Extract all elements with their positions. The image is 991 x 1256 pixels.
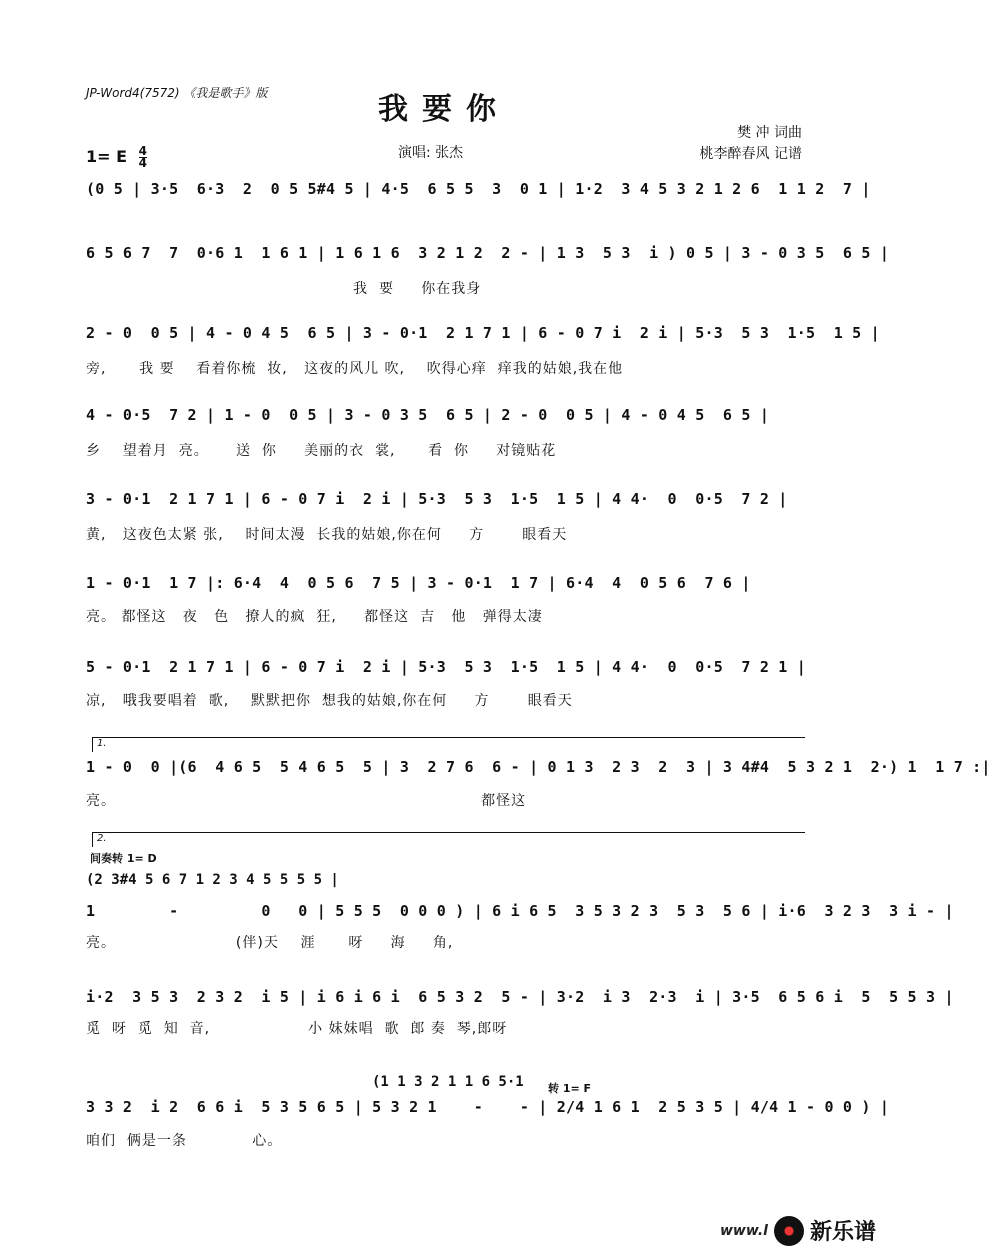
notation-line: 5 - 0·1 2 1 7 1 | 6 - 0 7 i 2 i | 5·3 5 3 1·5 1 5 | 4 4· 0 0·5 7 2 1 |	[86, 658, 806, 676]
watermark-logo[interactable]	[720, 1215, 876, 1246]
notation-line: 2 - 0 0 5 | 4 - 0 4 5 6 5 | 3 - 0·1 2 1 7 1 | 6 - 0 7 i 2 i | 5·3 5 3 1·5 1 5 |	[86, 324, 880, 342]
interlude-notes: (2 3#4 5 6 7 1 2 3 4 5 5 5 5 |	[86, 872, 339, 888]
lyrics-line: 黄, 这夜色太紧 张, 时间太漫 长我的姑娘,你在何 方 眼看天	[86, 527, 568, 543]
lyrics-line: 我 要 你在我身	[86, 281, 482, 297]
volta-label: 1.	[97, 738, 107, 749]
notation-line: 4 - 0·5 7 2 | 1 - 0 0 5 | 3 - 0 3 5 6 5 | 2 - 0 0 5 | 4 - 0 4 5 6 5 |	[86, 406, 770, 424]
watermark-brand: 新乐谱	[809, 1220, 876, 1245]
time-signature	[139, 146, 147, 169]
lyrics-line: 凉, 哦我要唱着 歌, 默默把你 想我的姑娘,你在何 方 眼看天	[86, 693, 573, 709]
notation-line: 1 - 0·1 1 7 |: 6·4 4 0 5 6 7 5 | 3 - 0·1 1 7 | 6·4 4 0 5 6 7 6 |	[86, 574, 751, 592]
lyrics-line: 咱们 俩是一条 心。	[86, 1133, 283, 1149]
cue-notes: (1 1 3 2 1 1 6 5·1	[372, 1074, 524, 1090]
key-text: 1= E	[86, 147, 128, 166]
lyrics-line: 觅 呀 觅 知 音, 小 妹妹唱 歌 郎 奏 琴,郎呀	[86, 1021, 508, 1037]
second-ending-bracket	[92, 832, 805, 847]
notation-line: 6 5 6 7 7 0·6 1 1 6 1 | 1 6 1 6 3 2 1 2 2 - | 1 3 5 3 i ) 0 5 | 3 - 0 3 5 6 5 |	[86, 244, 890, 262]
interlude-key-change: 间奏转 1= D	[90, 852, 157, 865]
lyrics-line: 亮。 都怪这	[86, 793, 527, 809]
time-top: 4	[138, 144, 147, 158]
notation-line: 3 - 0·1 2 1 7 1 | 6 - 0 7 i 2 i | 5·3 5 3 1·5 1 5 | 4 4· 0 0·5 7 2 |	[86, 490, 788, 508]
lyrics-line: 亮。 都怪这 夜 色 撩人的疯 狂, 都怪这 吉 他 弹得太凄	[86, 609, 543, 625]
lyrics-line: 亮。 (伴)天 涯 呀 海 角,	[86, 935, 454, 951]
transcriber-credit: 桃李醉春风 记谱	[699, 146, 802, 162]
notation-line: 1 - 0 0 | 5 5 5 0 0 0 ) | 6 i 6 5 3 5 3 2 3 5 3 5 6 | i·6 3 2 3 3 i - |	[86, 902, 954, 920]
singer-label: 演唱: 张杰	[398, 145, 464, 161]
notation-line: (0 5 | 3·5 6·3 2 0 5 5#4 5 | 4·5 6 5 5 3 0 1 | 1·2 3 4 5 3 2 1 2 6 1 1 2 7 |	[86, 180, 871, 198]
time-bottom: 4	[138, 156, 147, 170]
key-change-f: 转 1= F	[548, 1082, 592, 1095]
notation-line: 3 3 2 i 2 6 6 i 5 3 5 6 5 | 5 3 2 1 - - | 2/4 1 6 1 2 5 3 5 | 4/4 1 - 0 0 ) |	[86, 1098, 890, 1116]
lyrics-line: 乡 望着月 亮。 送 你 美丽的衣 裳, 看 你 对镜贴花	[86, 443, 557, 459]
notation-line: i·2 3 5 3 2 3 2 i 5 | i 6 i 6 i 6 5 3 2 5 - | 3·2 i 3 2·3 i | 3·5 6 5 6 i 5 5 5 3 |	[86, 988, 954, 1006]
vinyl-disc-icon	[774, 1216, 804, 1246]
composer-credit: 樊 冲 词曲	[737, 125, 802, 141]
volta-label: 2.	[97, 833, 107, 844]
lyrics-line: 旁, 我 要 看着你梳 妆, 这夜的风儿 吹, 吹得心痒 痒我的姑娘,我在他	[86, 361, 624, 377]
song-title: 我要你	[378, 92, 510, 127]
key-signature	[86, 146, 147, 169]
source-label: JP-Word4(7572) 《我是歌手》版	[86, 86, 268, 100]
notation-line: 1 - 0 0 |(6 4 6 5 5 4 6 5 5 | 3 2 7 6 6 - | 0 1 3 2 3 2 3 | 3 4#4 5 3 2 1 2·) 1 1 7 :|	[86, 758, 991, 776]
watermark-url: www.l	[719, 1222, 768, 1239]
first-ending-bracket	[92, 737, 805, 752]
